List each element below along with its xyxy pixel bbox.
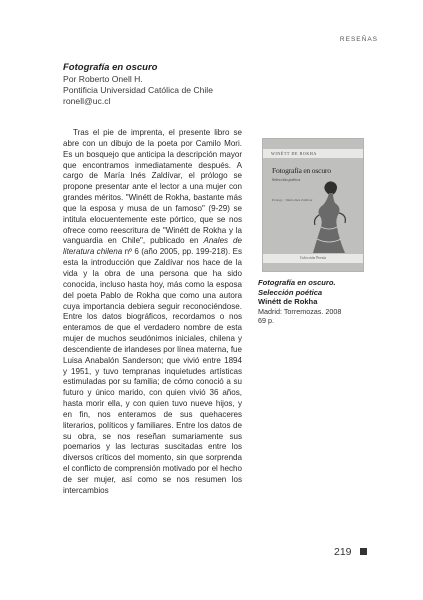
review-email[interactable]: ronell@uc.cl bbox=[63, 95, 111, 106]
cover-title: Fotografía en oscuro bbox=[272, 166, 331, 175]
review-header bbox=[63, 62, 363, 106]
caption-publication: Madrid: Torremozas. 2008 bbox=[258, 306, 342, 316]
caption-author: Winétt de Rokha bbox=[258, 297, 318, 307]
review-affiliation: Pontificia Universidad Católica de Chile bbox=[63, 84, 213, 95]
cover-subtitle: Selección poética bbox=[272, 177, 301, 182]
book-cover-image bbox=[262, 138, 364, 272]
caption-pages: 69 p. bbox=[258, 316, 274, 326]
review-title: Fotografía en oscuro bbox=[63, 62, 158, 73]
section-label: RESEÑAS bbox=[339, 36, 378, 43]
caption-title: Fotografía en oscuro. Selección poética bbox=[258, 278, 336, 297]
body-paragraph bbox=[63, 128, 242, 497]
page-number: 219 bbox=[334, 546, 352, 558]
cover-author-band: WINÉTT DE ROKHA bbox=[263, 149, 363, 158]
review-body bbox=[63, 128, 242, 497]
cover-note: Prólogo · María Inés Zaldívar bbox=[272, 198, 313, 202]
review-author: Por Roberto Onell H. bbox=[63, 74, 143, 84]
cover-illustration bbox=[305, 179, 357, 257]
body-text-b: nº 6 (año 2005, pp. 199-218). Es esta la introducción que Zaldívar nos hace de la vida y la obra de una persona que ha sido conocida, incluso hasta hoy, más como la esposa del poeta Pablo de Rokha que como una autora cuya importancia debiera seguir reconociéndose. Entre los datos biográficos, recordamos o nos enteramos de que el verdadero nombre de esta mujer de muchos seudónimos iniciales, chilena y descendiente de irlandeses por línea materna, fue Luisa Anabalón Sanderson; que vivió entre 1894 y 1951, y tuvo tempranas inquietudes artísticas estimuladas por su familia; de cómo conoció a su futuro y único marido, con quien vivió 36 años, hasta morir ella, y con quien tuvo nueve hijos, y en fin, nos enteramos de sus quehaceres literarios, políticos y familiares. Entre los datos de su obra, se nos reseñan sumariamente sus poemarios y las lecturas suscitadas entre los diversos críticos del momento, sin que sorprenda el conflicto de comprensión motivado por el hecho de ser mujer, así como se nos resumen los intercambios bbox=[63, 247, 242, 495]
book-caption bbox=[258, 278, 368, 326]
cover-publisher-band: Colección Poesía bbox=[263, 254, 363, 263]
journal-title: Anales de literatura chilena bbox=[63, 236, 242, 257]
body-text-a: Tras el pie de imprenta, el presente libro se abre con un dibujo de la poeta por Camilo Mori. Es un bosquejo que anticipa la descripción mayor que encontramos inmediatamente después. A cargo de María Inés Zaldívar, el prólogo se propone presentar ante el lector a una mujer con grandes méritos. "Winétt de Rokha, bastante más que la esposa y musa de un famoso" (9-29) se intitula elocuentemente este pórtico, que se nos ofrece como reescritura de "Winétt de Rokha y la vanguardia en Chile", publicado en bbox=[63, 128, 242, 246]
page-marker-square bbox=[360, 548, 367, 555]
